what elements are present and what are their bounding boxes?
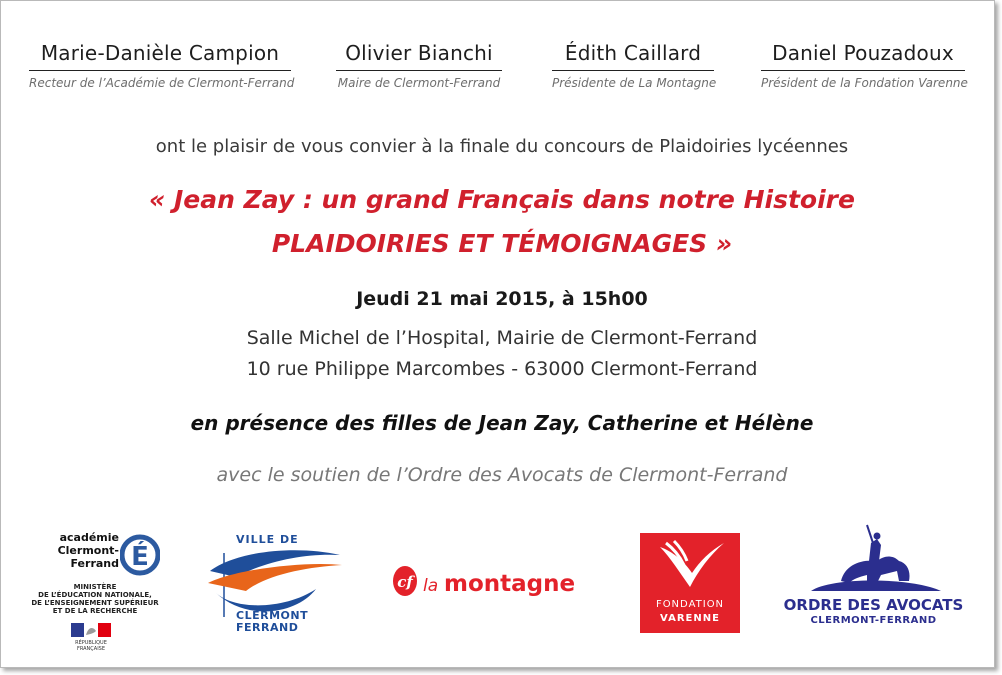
- academie-ministere: MINISTÈRE DE L’ÉDUCATION NATIONALE, DE L’ENSEIGNEMENT SUPÉRIEUR ET DE LA RECHERCHE: [31, 583, 159, 615]
- varenne-line2: VARENNE: [660, 613, 720, 624]
- event-venue: Salle Michel de l’Hospital, Mairie de Clermont-Ferrand: [246, 327, 758, 349]
- ville-bottom-label2: FERRAND: [236, 621, 299, 634]
- academie-title: académie Clermont-Ferrand: [57, 531, 119, 570]
- event-title-line2: PLAIDOIRIES ET TÉMOIGNAGES »: [271, 229, 733, 258]
- host-president-varenne: [761, 41, 968, 90]
- host-name: Marie-Danièle Campion: [29, 41, 291, 71]
- presence-text: en présence des filles de Jean Zay, Catherine et Hélène: [190, 411, 814, 435]
- host-role: Présidente de La Montagne: [552, 76, 717, 90]
- la-montagne-logo: [391, 561, 596, 601]
- equestrian-statue-icon: [781, 521, 966, 593]
- ville-bottom-label1: CLERMONT: [236, 609, 309, 622]
- event-address: 10 rue Philippe Marcombes - 63000 Clermont-Ferrand: [246, 358, 758, 380]
- host-presidente-montagne: [552, 41, 717, 90]
- host-role: Maire de Clermont-Ferrand: [337, 76, 501, 90]
- support-text: avec le soutien de l’Ordre des Avocats de Clermont-Ferrand: [216, 464, 788, 486]
- host-name: Édith Caillard: [552, 41, 714, 71]
- fondation-varenne-logo: [640, 533, 740, 633]
- ordre-line1: ORDRE DES AVOCATS: [783, 596, 964, 614]
- event-title-line1: « Jean Zay : un grand Français dans notre Histoire: [149, 185, 855, 214]
- host-role: Recteur de l’Académie de Clermont-Ferrand: [29, 76, 295, 90]
- host-recteur: [29, 41, 295, 90]
- ordre-line2: CLERMONT-FERRAND: [810, 615, 937, 626]
- academie-e-icon: [120, 521, 160, 577]
- marianne-flag-icon: [71, 623, 111, 637]
- varenne-line1: FONDATION: [655, 599, 725, 610]
- montagne-mark: cf: [397, 573, 413, 591]
- ville-top-label: VILLE DE: [236, 533, 299, 546]
- ville-clermont-logo: [206, 531, 344, 636]
- svg-text:É: É: [131, 542, 149, 572]
- academie-logo: [25, 513, 165, 653]
- host-role: Président de la Fondation Varenne: [761, 76, 968, 90]
- montagne-prefix: la: [423, 576, 439, 596]
- host-name: Daniel Pouzadoux: [761, 41, 965, 71]
- host-name: Olivier Bianchi: [336, 41, 502, 71]
- intro-text: ont le plaisir de vous convier à la finale du concours de Plaidoiries lycéennes: [155, 136, 849, 157]
- republique-francaise-label: RÉPUBLIQUE FRANÇAISE: [75, 640, 107, 652]
- varenne-bird-icon: [640, 533, 740, 597]
- host-maire: [336, 41, 502, 90]
- montagne-name: montagne: [444, 571, 576, 597]
- ordre-avocats-logo: [781, 521, 966, 636]
- event-date: Jeudi 21 mai 2015, à 15h00: [356, 288, 648, 310]
